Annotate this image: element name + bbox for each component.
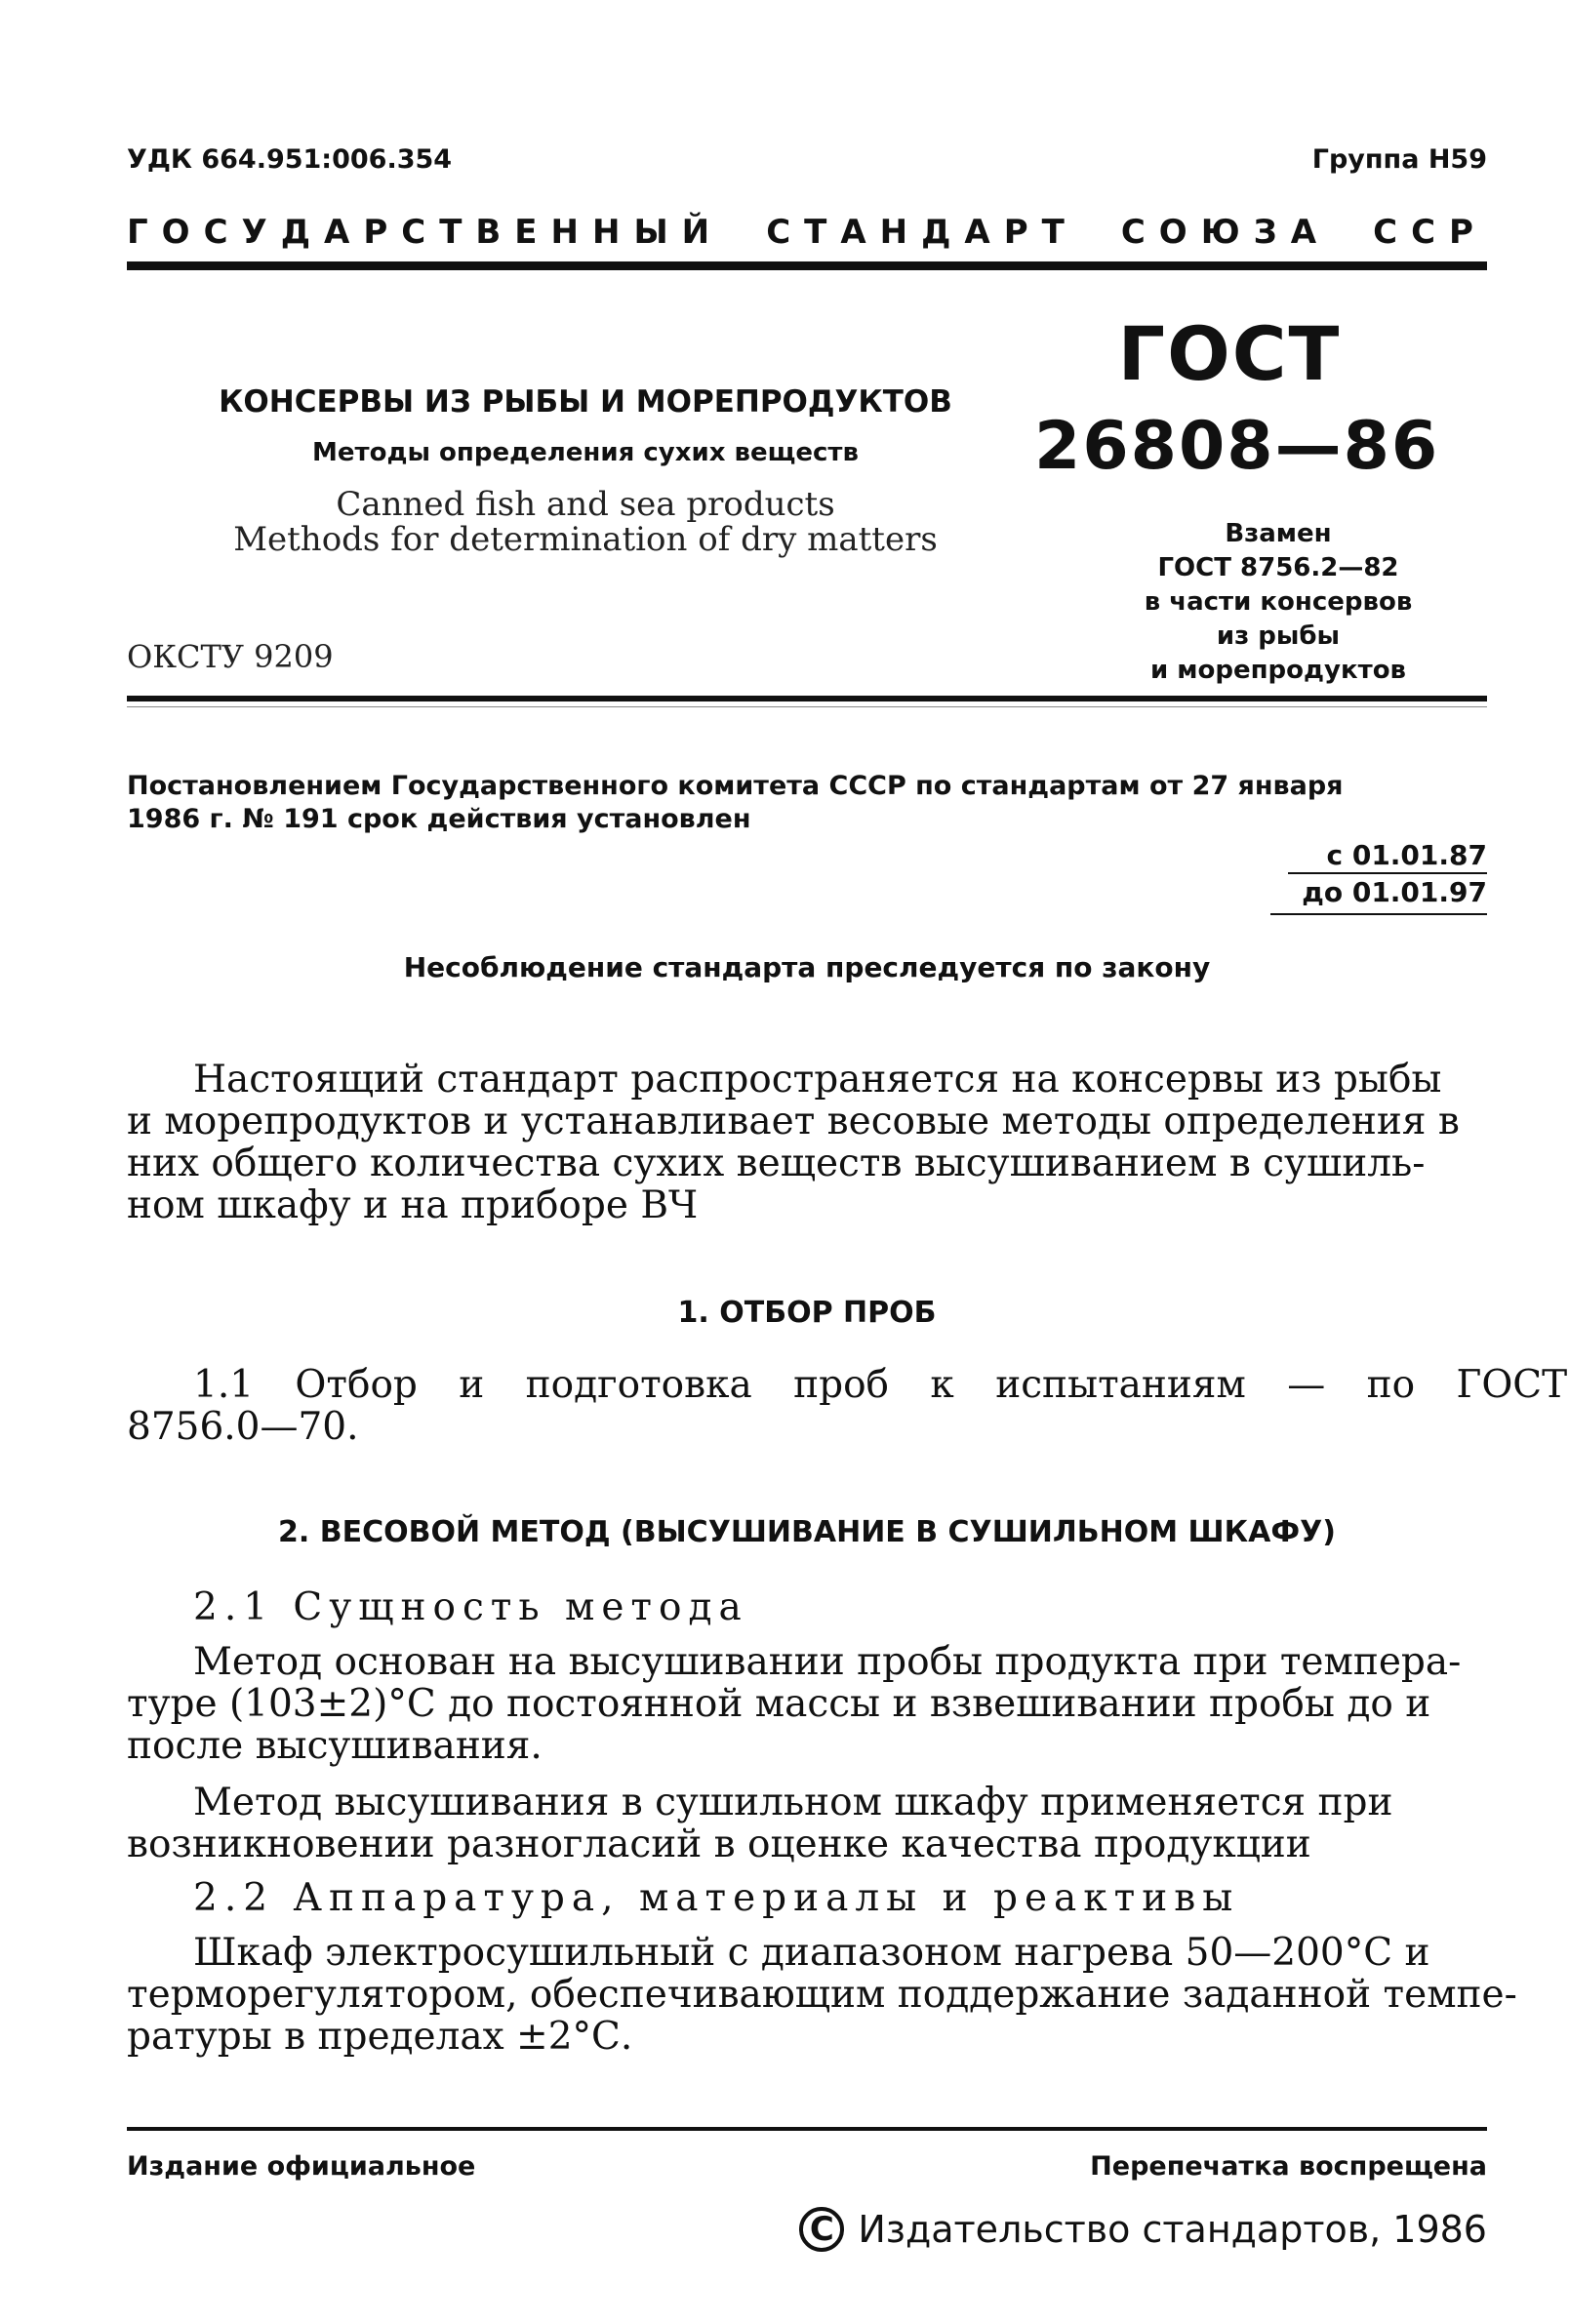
state-title-word: ГОСУДАРСТВЕННЫЙ <box>127 213 724 252</box>
text-line: и морепродуктов и устанавливает весовые методы определения в <box>127 1100 1460 1143</box>
date-divider <box>1288 872 1487 874</box>
replaces-line: Взамен <box>1225 519 1332 548</box>
product-title: КОНСЕРВЫ ИЗ РЫБЫ И МОРЕПРОДУКТОВ <box>219 384 952 420</box>
decree-text: Постановлением Государственного комитета СССР по стандартам от 27 января <box>127 771 1344 801</box>
text-line: Метод основан на высушивании пробы продукта при темпера- <box>193 1640 1462 1684</box>
intro-paragraph <box>127 1059 1487 1226</box>
state-standard-title <box>127 213 1487 252</box>
clause-title <box>127 1586 1487 1628</box>
section-heading: 1. ОТБОР ПРОБ <box>677 1296 937 1330</box>
okstu-code: ОКСТУ 9209 <box>127 638 334 675</box>
english-subtitle: Methods for determination of dry matters <box>233 520 938 559</box>
replaces-line: и морепродуктов <box>1149 656 1407 685</box>
group-code: Группа Н59 <box>1311 144 1487 175</box>
replaces-line: из рыбы <box>1216 621 1341 651</box>
state-title-word: СОЮЗА <box>1120 213 1331 252</box>
text-line: 8756.0—70. <box>127 1405 359 1449</box>
text-line: терморегулятором, обеспечивающим поддержание заданной темпе- <box>127 1973 1517 2017</box>
copyright-icon: C <box>799 2207 844 2252</box>
publisher-text: Издательство стандартов, 1986 <box>858 2208 1487 2251</box>
state-title-word: СТАНДАРТ <box>766 213 1078 252</box>
replaces-line: в части консервов <box>1144 587 1413 617</box>
date-divider <box>1270 913 1487 915</box>
text-line: Шкаф электросушильный с диапазоном нагрева 50—200°С и <box>193 1931 1430 1975</box>
clause-title <box>127 1877 1487 1919</box>
text-line: ратуры в пределах ±2°С. <box>127 2015 633 2059</box>
publisher-line <box>799 2207 1487 2252</box>
decree-text: 1986 г. № 191 срок действия установлен <box>127 804 751 834</box>
legal-notice: Несоблюдение стандарта преследуется по закону <box>403 951 1211 983</box>
text-line: 1.1 Отбор и подготовка проб к испытаниям — по ГОСТ <box>193 1363 1568 1407</box>
edition-note: Издание официальное <box>127 2151 476 2182</box>
clause-2-2 <box>127 1931 1517 2059</box>
gost-label: ГОСТ <box>1117 310 1342 397</box>
text-line: ном шкафу и на приборе ВЧ <box>127 1183 699 1227</box>
gost-number: 26808—86 <box>1034 408 1440 485</box>
line-text: Настоящий стандарт распространяется на консервы из рыбы <box>193 1058 1442 1102</box>
text-line: 2.2 Аппаратура, материалы и реактивы <box>193 1876 1240 1920</box>
clause-1-1 <box>127 1363 1568 1449</box>
english-title: Canned fish and sea products <box>336 485 835 524</box>
text-line: 2.1 Сущность метода <box>193 1585 748 1629</box>
text-line: Метод высушивания в сушильном шкафу применяется при <box>193 1781 1393 1824</box>
title-divider <box>127 696 1487 701</box>
header-divider <box>127 261 1487 270</box>
clause-2-1 <box>127 1641 1487 1767</box>
replaces-line: ГОСТ 8756.2—82 <box>1157 553 1399 582</box>
replaces-standard <box>1083 517 1473 688</box>
method-title: Методы определения сухих веществ <box>312 438 859 467</box>
section-heading: 2. ВЕСОВОЙ МЕТОД (ВЫСУШИВАНИЕ В СУШИЛЬНОМ ШКАФУ) <box>278 1515 1336 1549</box>
effective-to-date: до 01.01.97 <box>1302 876 1487 908</box>
text-line: туре (103±2)°С до постоянной массы и взвешивании пробы до и <box>127 1682 1431 1726</box>
clause-2-1-paragraph <box>127 1782 1487 1865</box>
state-title-word: ССР <box>1373 213 1487 252</box>
effective-from-date: с 01.01.87 <box>1326 839 1487 871</box>
title-divider-thin <box>127 706 1487 707</box>
text-line: возникновении разногласий в оценке качества продукции <box>127 1823 1311 1866</box>
udk-code: УДК 664.951:006.354 <box>127 144 453 175</box>
text-line <box>127 1059 1487 1101</box>
text-line: них общего количества сухих веществ высушиванием в сушиль- <box>127 1142 1426 1185</box>
text-line: после высушивания. <box>127 1724 543 1768</box>
reprint-note: Перепечатка воспрещена <box>1090 2151 1487 2182</box>
footer-divider <box>127 2127 1487 2131</box>
